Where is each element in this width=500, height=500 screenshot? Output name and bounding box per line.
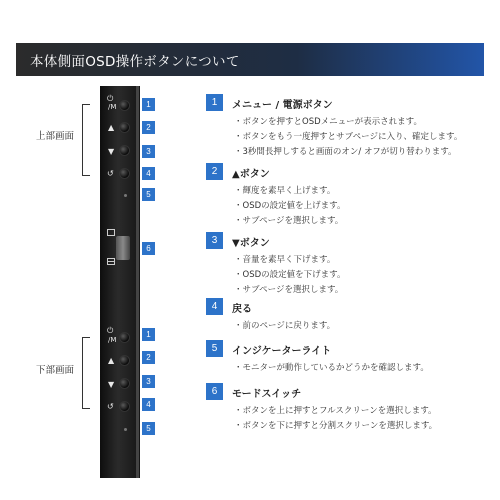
upper-menu-power-button[interactable] xyxy=(119,100,130,111)
item-bullet: ・サブページを選択します。 xyxy=(234,216,344,226)
badge-lower-5: 5 xyxy=(142,422,155,435)
item-title: ▼ボタン xyxy=(232,238,270,249)
item-number: 5 xyxy=(206,340,223,357)
back-arrow-icon: ↺ xyxy=(107,169,114,178)
section-header xyxy=(16,43,484,76)
item-bullet: ・OSDの設定値を上げます。 xyxy=(234,201,346,211)
split-screen-icon xyxy=(107,258,115,265)
back-arrow-icon: ↺ xyxy=(107,402,114,411)
badge-upper-2: 2 xyxy=(142,121,155,134)
lower-menu-power-button[interactable] xyxy=(119,332,130,343)
badge-upper-5: 5 xyxy=(142,188,155,201)
badge-upper-4: 4 xyxy=(142,167,155,180)
fullscreen-icon xyxy=(107,229,115,236)
upper-back-button[interactable] xyxy=(119,168,130,179)
page-title: 本体側面OSD操作ボタンについて xyxy=(30,54,240,70)
badge-lower-2: 2 xyxy=(142,351,155,364)
lower-up-button[interactable] xyxy=(119,355,130,366)
item-number: 3 xyxy=(206,232,223,249)
item-bullet: ・前のページに戻ります。 xyxy=(234,321,336,331)
triangle-up-icon: ▲ xyxy=(108,123,115,132)
item-bullet: ・ボタンを下に押すと分割スクリーンを選択します。 xyxy=(234,421,438,431)
item-bullet: ・輝度を素早く上げます。 xyxy=(234,186,336,196)
item-title: 戻る xyxy=(232,304,252,315)
lower-back-button[interactable] xyxy=(119,401,130,412)
badge-lower-3: 3 xyxy=(142,375,155,388)
lower-screen-label: 下部画面 xyxy=(36,365,75,376)
item-bullet: ・ボタンをもう一度押すとサブページに入り、確定します。 xyxy=(234,132,463,142)
upper-up-button[interactable] xyxy=(119,122,130,133)
upper-down-button[interactable] xyxy=(119,145,130,156)
monitor-side-panel xyxy=(100,86,140,478)
triangle-up-icon: ▲ xyxy=(108,356,115,365)
triangle-down-icon: ▼ xyxy=(108,380,115,389)
upper-indicator-light xyxy=(124,194,127,197)
badge-lower-1: 1 xyxy=(142,328,155,341)
item-number: 6 xyxy=(206,383,223,400)
menu-m-icon: /M xyxy=(108,336,117,344)
item-bullet: ・モニターが動作しているかどうかを確認します。 xyxy=(234,363,429,373)
mode-switch[interactable] xyxy=(116,236,130,260)
lower-indicator-light xyxy=(124,428,127,431)
item-bullet: ・OSDの設定値を下げます。 xyxy=(234,270,346,280)
menu-m-icon: /M xyxy=(108,103,117,111)
item-bullet: ・ボタンを押すとOSDメニューが表示されます。 xyxy=(234,117,422,127)
item-title: インジケーターライト xyxy=(232,346,332,357)
power-icon: ⏻ xyxy=(107,94,114,103)
item-bullet: ・ボタンを上に押すとフルスクリーンを選択します。 xyxy=(234,406,437,416)
item-number: 4 xyxy=(206,298,223,315)
badge-upper-3: 3 xyxy=(142,145,155,158)
badge-lower-4: 4 xyxy=(142,398,155,411)
triangle-down-icon: ▼ xyxy=(108,147,115,156)
badge-mode-6: 6 xyxy=(142,242,155,255)
item-bullet: ・3秒間長押しすると画面のオン/ オフが切り替わります。 xyxy=(234,147,457,157)
upper-screen-label: 上部画面 xyxy=(36,131,75,142)
badge-upper-1: 1 xyxy=(142,98,155,111)
item-bullet: ・音量を素早く下げます。 xyxy=(234,255,336,265)
item-title: モードスイッチ xyxy=(232,389,302,400)
monitor-side-edge xyxy=(136,86,139,478)
upper-bracket xyxy=(82,104,83,176)
item-bullet: ・サブページを選択します。 xyxy=(234,285,344,295)
item-number: 1 xyxy=(206,94,223,111)
lower-down-button[interactable] xyxy=(119,378,130,389)
item-title: メニュー / 電源ボタン xyxy=(232,100,333,111)
lower-bracket xyxy=(82,337,83,409)
item-title: ▲ボタン xyxy=(232,169,270,180)
power-icon: ⏻ xyxy=(107,326,114,335)
item-number: 2 xyxy=(206,163,223,180)
